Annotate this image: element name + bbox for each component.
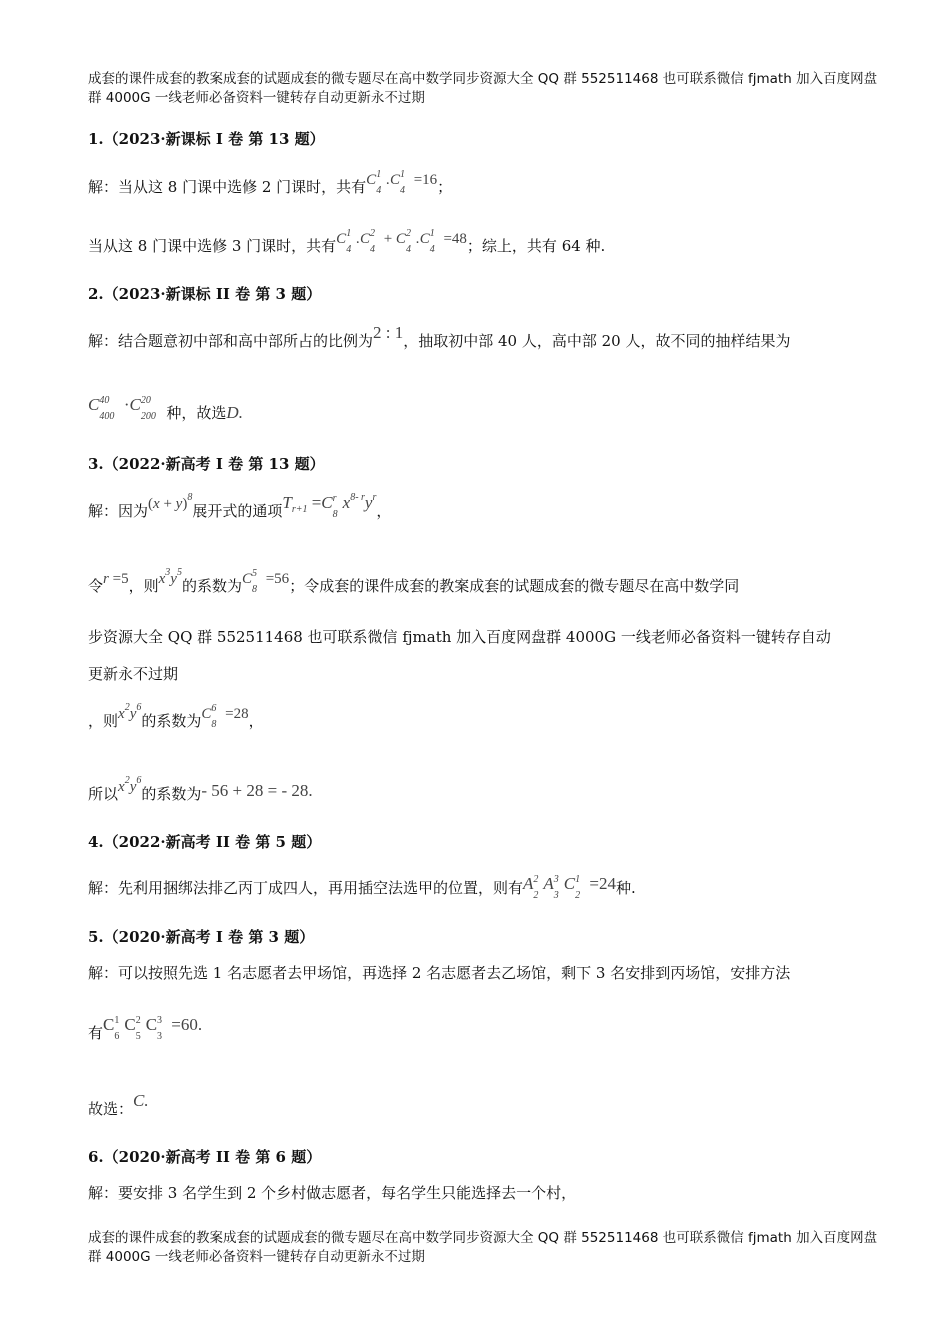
problem-2-line-2: C 40 400 ·C 20 200 种，故选D.	[88, 395, 243, 422]
problem-6-title: 6.（2020·新高考 II 卷 第 6 题）	[88, 1148, 322, 1166]
problem-3-line-1: 解：因为$(x + y)^8$展开式的通项$T_{r+1} =C$ r 8 $x^{8- r}y^r$，	[88, 492, 392, 520]
answer-d: D.	[226, 403, 243, 422]
problem-1-text: 解：当从这 8 门课中选修 2 门课时，共有	[88, 178, 367, 196]
problem-4-line-1: 解：先利用捆绑法排乙丙丁成四人，再用插空法选甲的位置，则有A 2 2 A 3 3 C 1 2 =24种.	[88, 874, 636, 901]
problem-2-line-1: 解：结合题意初中部和高中部所占的比例为2 : 1，抽取初中部 40 人，高中部 20 人，故不同的抽样结果为	[88, 323, 791, 350]
problem-1-title: 1.（2023·新课标 I 卷 第 13 题）	[88, 130, 325, 148]
problem-3-line-2: 令r =5，则$x^3y^5$的系数为C 5 8 =56；令成套的课件成套的教案成套的试题成套的微专题尽在高中数学同	[88, 567, 740, 595]
formula-a22a33c21: A 2 2 A 3 3 C 1 2 =24	[523, 874, 616, 901]
problem-1-line-1: 解：当从这 8 门课中选修 2 门课时，共有C 1 4 .C 1 4 =16；	[88, 169, 453, 196]
problem-6-line-1: 解：要安排 3 名学生到 2 个乡村做志愿者，每名学生只能选择去一个村，	[88, 1184, 577, 1202]
problem-3-title: 3.（2022·新高考 I 卷 第 13 题）	[88, 455, 325, 473]
formula-binomial: $(x + y)^8$	[148, 492, 193, 512]
problem-4-title: 4.（2022·新高考 II 卷 第 5 题）	[88, 833, 322, 851]
formula-r5: r =5	[103, 571, 129, 587]
problem-5-line-1: 解：可以按照先选 1 名志愿者去甲场馆，再选择 2 名志愿者去乙场馆，剩下 3 名安排到丙场馆，安排方法	[88, 964, 791, 982]
formula-c86-28: C 6 8 =28	[201, 703, 249, 730]
header-note: 成套的课件成套的教案成套的试题成套的微专题尽在高中数学同步资源大全 QQ 群 552511468 也可联系微信 fjmath 加入百度网盘群 4000G 一线老师必备资料一键转存自动更新永不过期	[88, 71, 878, 106]
formula-x3y5: $x^3y^5$	[158, 567, 182, 587]
footer-note: 成套的课件成套的教案成套的试题成套的微专题尽在高中数学同步资源大全 QQ 群 552511468 也可联系微信 fjmath 加入百度网盘群 4000G 一线老师必备资料一键转存自动更新永不过期	[88, 1230, 878, 1265]
problem-5-line-2: 有C 1 6 C 2 5 C 3 3 =60.	[88, 1015, 203, 1042]
formula-sum-48: C 1 4 .C 2 4 + C 2 4 .C 1 4 =48	[336, 228, 467, 255]
formula-x2y6-b: $x^2y^6$	[118, 775, 142, 795]
formula-ratio: 2 : 1	[373, 323, 404, 342]
formula-c85-56: C 5 8 =56	[241, 568, 290, 595]
problem-3-line-6: 所以$x^2y^6$的系数为- 56 + 28 = - 28.	[88, 775, 313, 803]
problem-3-line-5: ，则$x^2y^6$的系数为C 6 8 =28，	[88, 702, 264, 730]
formula-x2y6: $x^2y^6$	[118, 702, 142, 722]
formula-c61c52c33: C 1 6 C 2 5 C 3 3 =60.	[103, 1015, 203, 1042]
problem-5-line-3: 故选：C.	[88, 1091, 149, 1118]
formula-c400-c200: C 40 400 ·C 20 200	[88, 395, 156, 422]
answer-c: C.	[133, 1091, 149, 1110]
problem-1-line-2: 当从这 8 门课中选修 3 门课时，共有C 1 4 .C 2 4 + C 2 4 .C 1 4 =48；综上，共有 64 种.	[88, 228, 606, 255]
problem-3-line-4: 更新永不过期	[88, 665, 179, 683]
formula-result: - 56 + 28 = - 28.	[201, 781, 313, 800]
problem-3-line-3: 步资源大全 QQ 群 552511468 也可联系微信 fjmath 加入百度网盘群 4000G 一线老师必备资料一键转存自动	[88, 628, 831, 646]
formula-c41-c41: C 1 4 .C 1 4 =16	[366, 169, 438, 196]
formula-general-term: $T_{r+1} =C$ r 8 $x^{8- r}y^r$	[282, 492, 377, 520]
problem-2-title: 2.（2023·新课标 II 卷 第 3 题）	[88, 285, 322, 303]
problem-5-title: 5.（2020·新高考 I 卷 第 3 题）	[88, 928, 315, 946]
